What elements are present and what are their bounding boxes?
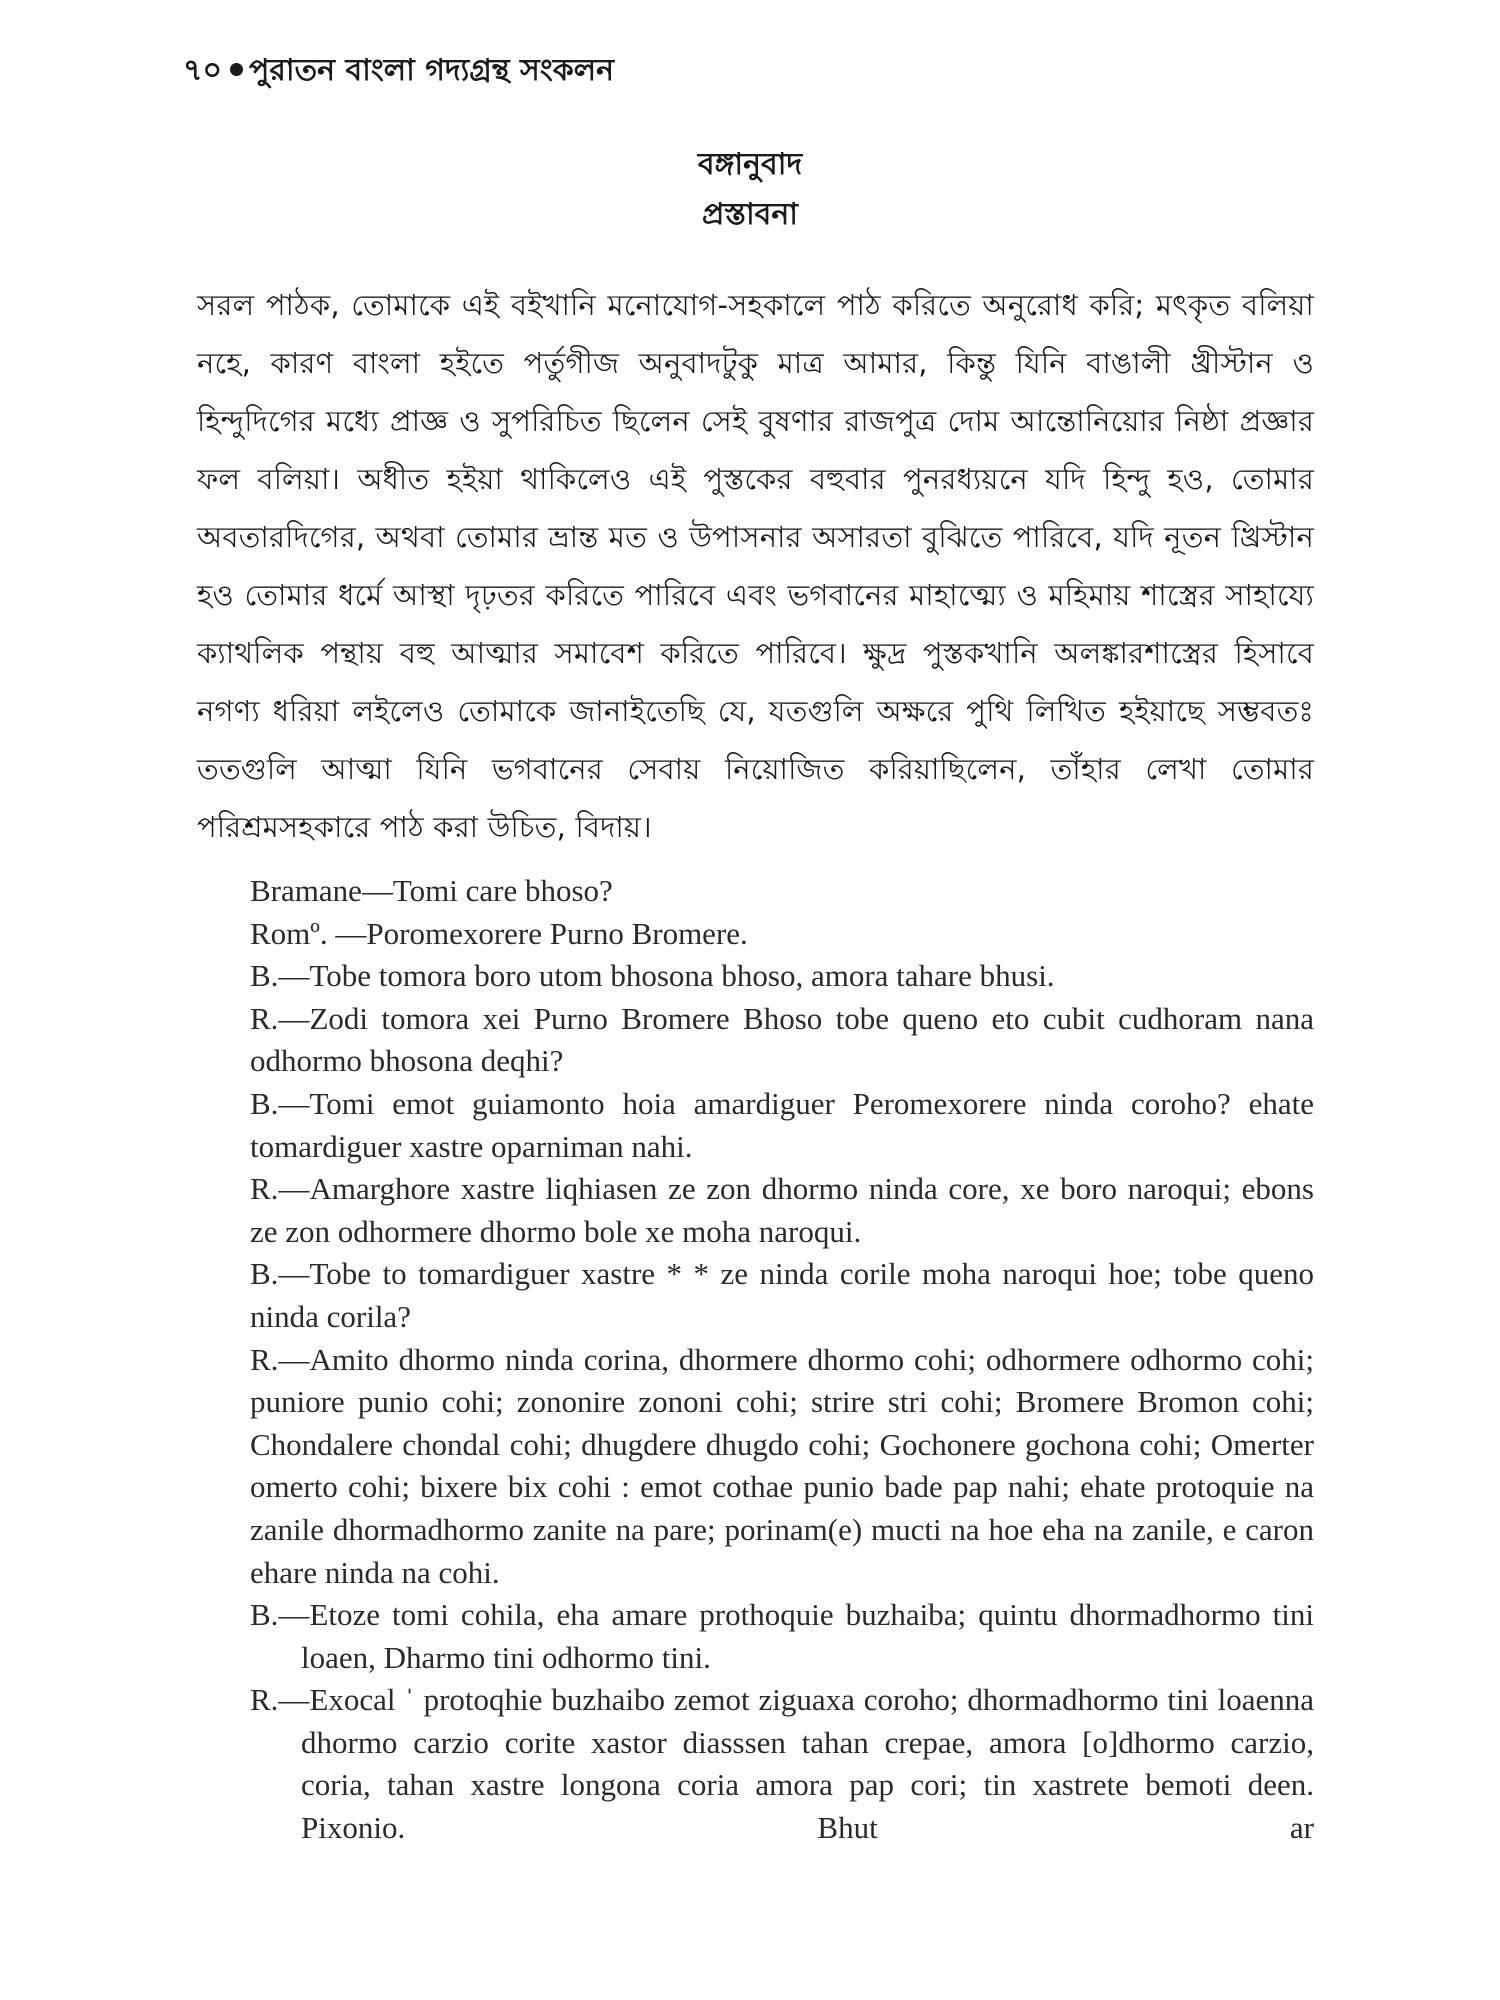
dialogue-line [250, 1168, 1314, 1253]
dialogue-line [250, 1083, 1314, 1168]
dialogue-block [250, 870, 1314, 1850]
dialogue-text: Tobe tomora boro utom bhosona bhoso, amora tahare bhusi. [309, 958, 1055, 994]
dialogue-line [250, 1339, 1314, 1595]
bengali-paragraph: সরল পাঠক, তোমাকে এই বইখানি মনোযোগ-সহকালে পাঠ করিতে অনুরোধ করি; মৎকৃত বলিয়া নহে, কারণ বাংলা হইতে পর্তুগীজ অনুবাদটুকু মাত্র আমার, কিন্তু যিনি বাঙালী খ্রীস্টান ও হিন্দুদিগের মধ্যে প্রাজ্ঞ ও সুপরিচিত ছিলেন সেই বুষণার রাজপুত্র দোম আন্তোনিয়োর নিষ্ঠা প্রজ্ঞার ফল বলিয়া। অধীত হইয়া থাকিলেও এই পুস্তকের বহুবার পুনরধ্যয়নে যদি হিন্দু হও, তোমার অবতারদিগের, অথবা তোমার ভ্রান্ত মত ও উপাসনার অসারতা বুঝিতে পারিবে, যদি নূতন খ্রিস্টান হও তোমার ধর্মে আস্থা দৃঢ়তর করিতে পারিবে এবং ভগবানের মাহাত্ম্যে ও মহিমায় শাস্ত্রের সাহায্যে ক্যাথলিক পন্থায় বহু আত্মার সমাবেশ করিতে পারিবে। ক্ষুদ্র পুস্তকখানি অলঙ্কারশাস্ত্রের হিসাবে নগণ্য ধরিয়া লইলেও তোমাকে জানাইতেছি যে, যতগুলি অক্ষরে পুথি লিখিত হইয়াছে সম্ভবতঃ ততগুলি আত্মা যিনি ভগবানের সেবায় নিয়োজিত করিয়াছিলেন, তাঁহার লেখা তোমার পরিশ্রমসহকারে পাঠ করা উচিত, বিদায়। [197, 288, 1314, 844]
dialogue-text: Tobe to tomardiguer xastre * * ze ninda corile moha naroqui hoe; tobe queno ninda corila? [250, 1256, 1314, 1334]
speaker-label: R.— [250, 1000, 310, 1036]
speaker-label: Romº. — [250, 915, 367, 951]
speaker-label: B.— [250, 1597, 310, 1633]
section-subtitle: প্রস্তাবনা [702, 197, 798, 232]
page-number: ৭০ [183, 53, 223, 88]
dialogue-text: Exocal ˈ protoqhie buzhaibo zemot ziguaxa coroho; dhormadhormo tini loaenna dhormo carzio corite xastor diasssen tahan crepae, amora [o]dhormo carzio, coria, tahan xastre longona coria amora pap cori; tin xastrete bemoti deen. Pixonio. Bhut ar [301, 1682, 1314, 1846]
dialogue-text: Amito dhormo ninda corina, dhormere dhormo cohi; odhormere odhormo cohi; puniore punio cohi; zononire zononi cohi; strire stri cohi; Bromere Bromon cohi; Chondalere chondal cohi; dhugdere dhugdo cohi; Gochonere gochona cohi; Omerter omerto cohi; bixere bix cohi : emot cothae punio bade pap nahi; ehate protoquie na zanile dhormadhormo zanite na pare; porinam(e) mucti na hoe eha na zanile, e caron ehare ninda na cohi. [250, 1341, 1314, 1590]
speaker-label: B.— [250, 958, 310, 994]
speaker-label: B.— [250, 1256, 310, 1292]
speaker-label: R.— [250, 1341, 310, 1377]
dialogue-line [250, 1679, 1314, 1849]
dialogue-line [250, 1253, 1314, 1338]
dialogue-line [250, 955, 1314, 998]
book-title: পুরাতন বাংলা গদ্যগ্রন্থ সংকলন [249, 53, 614, 88]
dialogue-text: Poromexorere Purno Bromere. [366, 915, 748, 951]
dialogue-text: Zodi tomora xei Purno Bromere Bhoso tobe queno eto cubit cudhoram nana odhormo bhosona deqhi? [250, 1000, 1314, 1079]
bengali-preface [197, 276, 1314, 856]
section-title: বঙ্গানুবাদ [697, 147, 803, 182]
dialogue-line [250, 870, 1314, 913]
dialogue-line [250, 913, 1314, 956]
speaker-label: R.— [250, 1171, 310, 1207]
running-head [183, 46, 614, 97]
dialogue-text: Etoze tomi cohila, eha amare prothoquie buzhaiba; quintu dhormadhormo tini loaen, Dharmo tini odhormo tini. [301, 1597, 1314, 1675]
speaker-label: R.— [250, 1682, 310, 1718]
dialogue-line [250, 998, 1314, 1083]
dialogue-text: Tomi emot guiamonto hoia amardiguer Peromexorere ninda coroho? ehate tomardiguer xastre oparniman nahi. [250, 1085, 1314, 1164]
speaker-label: Bramane— [250, 873, 393, 908]
speaker-label: B.— [250, 1085, 310, 1121]
dialogue-text: Tomi care bhoso? [392, 873, 613, 908]
bullet-icon [230, 63, 243, 76]
dialogue-text: Amarghore xastre liqhiasen ze zon dhormo ninda core, xe boro naroqui; ebons ze zon odhormere dhormo bole xe moha naroqui. [250, 1171, 1314, 1249]
dialogue-line [250, 1594, 1314, 1679]
